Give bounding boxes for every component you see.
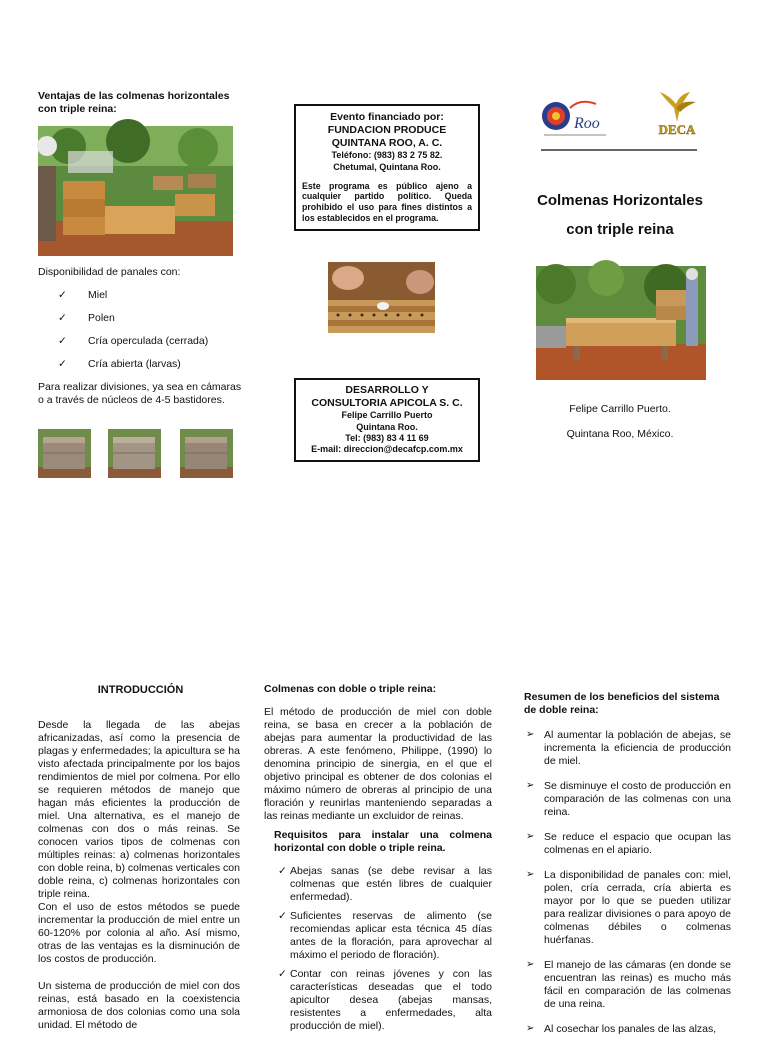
cover-title-line2: con triple reina — [566, 221, 674, 238]
list-item: ✓ Cría abierta (larvas) — [58, 358, 181, 371]
benefits-heading: Resumen de los beneficios del sistema de doble reina: — [524, 691, 720, 717]
sponsor-city: Chetumal, Quintana Roo. — [333, 161, 441, 172]
requirements-heading: Requisitos para instalar una colmena horizontal con doble o triple reina. — [274, 829, 492, 855]
middle-heading: Colmenas con doble o triple reina: — [264, 683, 437, 695]
consultant-box — [294, 378, 480, 462]
list-item: ➢ Se reduce el espacio que ocupan las colmenas en el apiario. — [526, 831, 731, 857]
check-icon: ✓ — [58, 312, 67, 325]
logo-right-text: DECA — [658, 122, 696, 137]
middle-para1: El método de producción de miel con doble reina, se basa en crecer a la población de abejas para aumentar la productividad de las obreras. A este fenómeno, Philippe, (1990) lo denomina principio de sinergia, en el que el objetivo principal es obtener de dos colonias el máximo número de obreras al principio de una floración y reunirlas manteniendo separadas a las reinas mediante un excluidor de reinas. — [264, 706, 492, 823]
list-item: ✓ Polen — [58, 312, 115, 325]
sponsor-title: Evento financiado por: — [330, 111, 444, 123]
hive-photo-1 — [38, 429, 91, 478]
list-item: ➢ Se disminuye el costo de producción en comparación de las colmenas con una reina. — [526, 780, 731, 819]
check-icon: ✓ — [278, 968, 287, 981]
list-item: ✓ Miel — [58, 289, 108, 301]
list-item: ✓ Contar con reinas jóvenes y con las características deseadas que el todo apicultor desea (abejas mansas, resistentes a enfermedades, alta producción de miel). — [278, 968, 492, 1033]
hive-photo-2 — [108, 429, 161, 478]
cover-title-line1: Colmenas Horizontales — [537, 192, 703, 209]
sponsor-box — [294, 104, 480, 231]
frame-photo — [328, 262, 435, 333]
benefits-list — [524, 729, 731, 1048]
check-icon: ✓ — [58, 335, 67, 348]
list-item: ➢ Al cosechar los panales de las alzas, — [526, 1023, 717, 1036]
logo-left-text: Roo — [574, 115, 600, 132]
place-line2: Quintana Roo, México. — [566, 428, 674, 440]
quintana-roo-logo — [540, 94, 610, 140]
check-icon: ✓ — [278, 865, 287, 877]
horizontal-hive-photo — [536, 266, 706, 380]
cover-title — [520, 186, 720, 244]
arrow-bullet-icon: ➢ — [526, 729, 535, 740]
check-icon: ✓ — [58, 358, 67, 371]
hive-photo-3 — [180, 429, 233, 478]
check-icon: ✓ — [278, 910, 287, 923]
list-item: ➢ El manejo de las cámaras (en donde se encuentran las reinas) es mucho más fácil en comparación de las colmenas de una reina. — [526, 959, 731, 1011]
list-item: ➢ Al aumentar la población de abejas, se incrementa la eficiencia de producción de miel. — [526, 729, 731, 768]
sponsor-org-line2: QUINTANA ROO, A. C. — [331, 137, 443, 150]
list-item: ✓ Cría operculada (cerrada) — [58, 335, 209, 348]
arrow-bullet-icon: ➢ — [526, 869, 535, 881]
sponsor-disclaimer: Este programa es público ajeno a cualquier partido político. Queda prohibido el uso para fines distintos a los establecidos en el programa. — [302, 180, 472, 223]
divisions-text: Para realizar divisiones, ya sea en cámaras o a través de núcleos de 4-5 bastidores. — [38, 381, 242, 407]
requirements-list — [274, 865, 492, 1039]
sponsor-org-line1: FUNDACION PRODUCE — [327, 124, 447, 137]
list-item: ✓ Suficientes reservas de alimento (se recomiendas aplicar esta técnica 45 días antes de la floración, para aprovechar al máximo el periodo de floración). — [278, 910, 492, 962]
list-item: ✓ Abejas sanas (se debe revisar a las colmenas que estén libres de cualquier enfermedad). — [278, 865, 492, 904]
deca-logo — [652, 88, 702, 138]
consultant-phone: Tel: (983) 83 4 11 69 — [345, 432, 429, 443]
consultant-line4: Quintana Roo. — [356, 421, 418, 432]
list-item: ➢ La disponibilidad de panales con: miel, polen, cría cerrada, cría abierta es mayor por lo que se pueden utilizar para realizar divisiones o para apoyo de colmenas débiles o colmenas huérfanas. — [526, 869, 731, 947]
consultant-line3: Felipe Carrillo Puerto — [341, 410, 433, 421]
panels-intro: Disponibilidad de panales con: — [38, 266, 181, 278]
intro-para1: Desde la llegada de las abejas africanizadas, así como la presencia de plagas y enfermedades; la apicultura se ha visto afectada principalmente por los bajos rendimientos de miel por colmena. Por ello se requieren métodos de manejo que hagan más eficientes la producción de miel. Una alternativa, es el manejo de colmenas con dos o más reinas. Se conocen varios tipos de colmenas con múltiples reinas: a) colmenas horizontales con doble reina, b) colmenas verticales con doble reina, c) colmenas horizontales con triple reina. — [38, 719, 240, 901]
intro-para2: Con el uso de estos métodos se puede incrementar la producción de miel entre un 60-120% por colonia al año. Así mismo, otras de las ventajas es la disminución de los costos de producción. — [38, 901, 240, 966]
advantages-heading: Ventajas de las colmenas horizontales con triple reina: — [38, 90, 230, 116]
intro-heading: INTRODUCCIÓN — [97, 684, 184, 696]
panels-list — [38, 289, 258, 382]
arrow-bullet-icon: ➢ — [526, 1023, 535, 1035]
consultant-email: E-mail: direccion@decafcp.com.mx — [311, 444, 463, 454]
check-icon: ✓ — [58, 289, 67, 301]
intro-para3: Un sistema de producción de miel con dos reinas, está basado en la coexistencia armoniosa de dos colonias como una sola unidad. El método de — [38, 980, 240, 1032]
place-line1: Felipe Carrillo Puerto. — [569, 403, 671, 415]
intro-body — [38, 719, 240, 1043]
sponsor-phone: Teléfono: (983) 83 2 75 82. — [331, 150, 443, 161]
arrow-bullet-icon: ➢ — [526, 959, 535, 971]
arrow-bullet-icon: ➢ — [526, 831, 535, 843]
beekeeper-photo — [38, 126, 233, 256]
consultant-line2: CONSULTORIA APICOLA S. C. — [311, 397, 463, 410]
logo-divider — [541, 149, 697, 151]
arrow-bullet-icon: ➢ — [526, 780, 535, 792]
consultant-line1: DESARROLLO Y — [345, 384, 429, 396]
